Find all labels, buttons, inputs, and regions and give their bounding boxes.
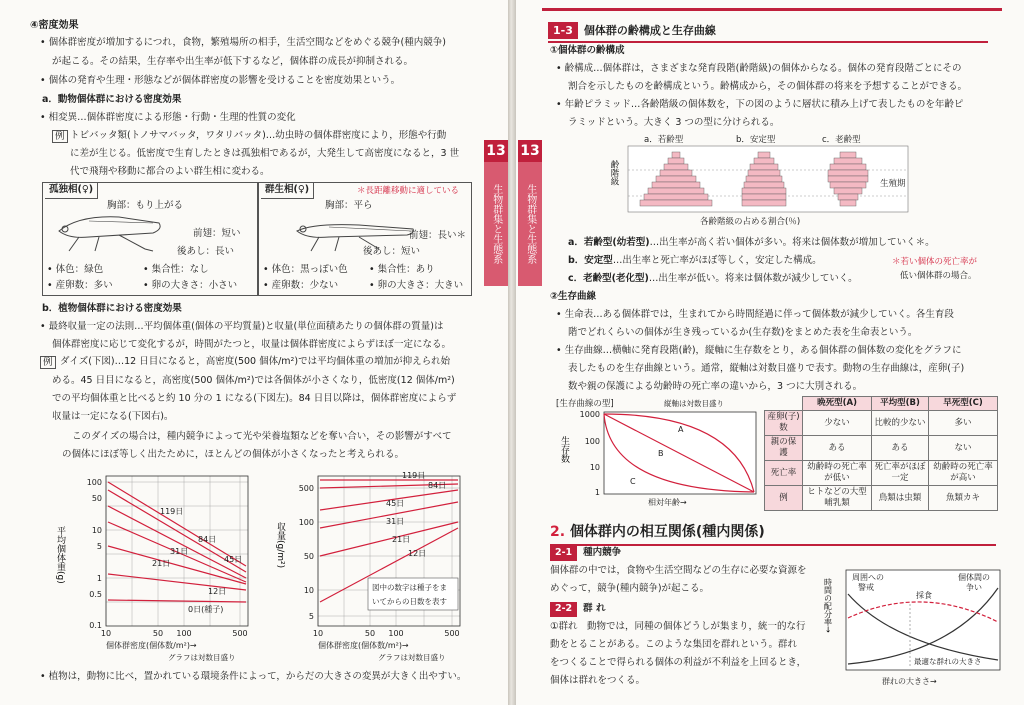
table-row: 死亡率 幼齢時の死亡率が低い 死亡率がほぼ一定 幼齢時の死亡率が高い [765,461,998,486]
graph-note: いてからの日数を表す [372,597,447,606]
text-line: での平均個体重と比べると約 10 分の 1 になる(下図左)。84 日目以降は，個体群密度によらず [52,393,457,404]
chapter-number: 13 [518,140,542,162]
y-tick: 0.5 [89,590,102,599]
text-line: に差が生じる。低密度で生育したときは孤独相であるが，大発生して高密度になると，3 世 [70,148,460,159]
x-tick: 500 [232,629,248,638]
curve-label: 争い [966,583,982,592]
y-tick: 0.1 [89,621,102,630]
sub-section: 2-2 群 れ [550,602,605,617]
y-tick: 1 [594,488,600,497]
chest-label: 胸部：もり上がる [107,200,184,211]
trait: • 卵の大きさ：小さい [143,280,238,291]
text-line: トビバッタ類(トノサマバッタ，ワタリバッタ)…幼虫時の個体群密度により，形態や行動 [70,130,447,141]
y-label: 生存数 [559,436,569,463]
text-line: 表したものを生存曲線という。通常，縦軸は対数目盛りで表す。動物の生存曲線は，産卵(子) [568,363,965,374]
series-label: 21日 [152,559,171,568]
leg-label: 後あし：長い [177,246,235,257]
curve-label: 個体間の [958,573,990,582]
wing-label: 前翅：短い [193,228,241,239]
text-line: • 最終収量一定の法則…平均個体重(個体の平均質量)と収量(単位面積あたりの個体群の質量)は [40,321,444,332]
repro-label: 生殖期 [880,179,906,189]
section-badge: 1-3 [548,22,578,39]
curve-label: C [630,477,636,486]
y-tick: 10 [91,526,102,535]
sub-heading: a．動物個体群における密度効果 [42,94,182,105]
leg-label: 後あし：短い [363,246,421,257]
curve-label: 採食 [916,591,932,600]
text-line: • 齢構成…個体群は，さまざまな発育段階(齢階級)の個体からなる。個体の発育段階ごとにその [556,63,962,74]
series-label: 12日 [408,549,427,558]
table-row: 産卵(子)数 少ない 比較的少ない 多い [765,411,998,436]
survival-curve-chart [554,396,766,508]
text-line: ラミッドという。大きく 3 つの型に分けられる。 [568,117,780,128]
y-tick: 1 [96,574,102,583]
table-row: 親の保護 ある ある ない [765,436,998,461]
x-tick: 50 [152,629,164,638]
herd-size-chart [822,564,1006,690]
text-line: めぐって，競争(種内競争)が起こる。 [550,583,710,594]
age-pyramid-figure [608,132,938,228]
section-header [548,22,988,43]
chapter-number: 13 [484,140,508,162]
x-label: 各齢階級の占める割合(％) [700,217,801,227]
series-label: 31日 [386,517,405,526]
x-tick: 10 [100,629,112,638]
series-label: 84日 [198,535,217,544]
x-tick: 100 [388,629,404,638]
y-tick: 5 [308,612,314,621]
x-label: 群れの大きさ→ [882,677,937,686]
chapter-tab: 生物群集と生態系 [518,162,542,286]
y-tick: 1000 [579,410,600,419]
curve-label: 警戒 [858,583,874,592]
y-label: 齢階級 [609,160,619,186]
series-label: 45日 [224,555,243,564]
text-line: • 年齢ピラミッド…各齢階級の個体数を，下の図のように層状に積み上げて表したものを年齢ピ [556,99,964,110]
text-line: 数や親の保護による幼齢時の死亡率の違いから，3 つに大別される。 [568,381,863,392]
series-label: 84日 [428,481,447,490]
text-line: が起こる。その結果，生存率や出生率が低下するなど，個体群の成長が抑制される。 [52,56,414,67]
text-line: • 植物は，動物に比べ，置かれている環境条件によって，からだの大きさの変異が大きく出やすい。 [40,671,467,682]
heading-text: 個体群内の相互関係(種内関係) [569,524,765,540]
text-line: • 生存曲線…横軸に発育段階(齢)，縦軸に生存数をとり，ある個体群の個体数の変化をグラフに [556,345,962,356]
yield-graph [274,466,474,666]
table-row: 例 ヒトなどの大型哺乳類 鳥類は虫類 魚類カキ [765,486,998,511]
sub-heading: ②生存曲線 [550,291,597,302]
pyramid-type: c．老齢型 [822,135,861,145]
chapter-tab: 生物群集と生態系 [484,162,508,286]
text-line: • 生命表…ある個体群では，生まれてから時間経過に伴って個体数が減少していく。各生育段 [556,309,954,320]
curve-label: 最適な群れの大きさ [914,657,982,666]
y-label: 平均個体重(g) [55,526,65,584]
type-item: c．老齢型(老化型)…出生率が低い。将来は個体数が減少していく。 [568,273,858,284]
caption: グラフは対数目盛り [378,653,446,662]
text-line: をつくることで得られる個体の利益が不利益を上回るとき， [550,657,807,668]
y-tick: 100 [298,518,314,527]
column-header: 晩死型(A) [803,397,872,411]
example-mark: 例 [40,356,56,369]
pyramid-type: a．若齢型 [644,135,684,145]
y-tick: 100 [86,478,102,487]
sub-heading: ①個体群の齢構成 [550,45,625,56]
gregarious-phase-box [258,182,472,296]
trait: • 卵の大きさ：大きい [369,280,464,291]
x-tick: 50 [364,629,376,638]
pyramid-type: b．安定型 [736,135,776,145]
table-header-row [765,397,998,411]
solitary-title: 孤独相(♀) [45,183,98,199]
trait: • 産卵数：少ない [263,280,339,291]
graph-note: 図中の数字は種子をま [372,583,447,592]
y-tick: 10 [303,586,314,595]
text-line: の個体にほぼ等しく出たために，ほとんどの個体が小さくなったと考えられる。 [62,449,405,460]
series-label: 119日 [160,507,184,516]
series-label: 12日 [208,587,227,596]
text-line: このダイズの場合は，種内競争によって光や栄養塩類などを奪い合い，その影響がすべて [72,431,452,442]
chest-label: 胸部：平ら [325,200,373,211]
page-gutter [508,0,516,705]
text-line: • 個体群密度が増加するにつれ，食物，繁殖場所の相手，生活空間などをめぐる競争(種内競争) [40,37,446,48]
text-line: 階でどれくらいの個体が生き残っているか(生存数)をまとめた表を生命表という。 [568,327,918,338]
text-line: 個体は群れをつくる。 [550,675,646,686]
y-tick: 50 [91,494,102,503]
footnote: ＊若い個体の死亡率が [892,257,978,267]
series-label: 21日 [392,535,411,544]
text-line: 動をとることがある。このような集団を群れという。群れ [550,639,798,650]
column-header: 平均型(B) [872,397,929,411]
series-label: 0日(種子) [188,605,224,614]
text-line: 割合を示したものを齢構成という。齢構成から，その個体群の将来を予想することができる。 [568,81,968,92]
x-label: 相対年齢→ [648,498,687,507]
gregarious-note: ＊長距離移動に適している [357,186,460,196]
caption: グラフは対数目盛り [168,653,236,662]
type-item: b．安定型…出生率と死亡率がほぼ等しく，安定した構成。 [568,255,822,266]
trait: • 体色：黒っぽい色 [263,264,348,275]
section-title: ④密度効果 [30,20,79,31]
chart-note: 縦軸は対数目盛り [664,399,724,408]
text-line: 個体群の中では，食物や生活空間などの生存に必要な資源を [550,565,807,576]
text-line: ①群れ 動物では，同種の個体どうしが集まり，統一的な行 [550,621,806,632]
y-tick: 50 [303,552,314,561]
right-page [516,0,1024,705]
curve-label: A [678,425,684,434]
chart-title: [生存曲線の型] [556,399,614,409]
x-tick: 500 [444,629,460,638]
trait: • 産卵数：多い [47,280,113,291]
mean-weight-graph [48,466,264,666]
y-tick: 100 [584,437,600,446]
curve-label: B [658,449,664,458]
wing-label: 前翅：長い＊ [409,230,467,241]
x-tick: 10 [312,629,324,638]
y-tick: 10 [589,463,600,472]
trait: • 集合性：なし [143,264,209,275]
heading-number: 2. [550,524,566,540]
trait: • 体色：緑色 [47,264,104,275]
text-line: める。45 日目になると，高密度(500 個体/m²)では各個体が小さくなり，低密度(12 個体/m²) [52,375,455,386]
text-line: 収量は一定になる(下図右)。 [52,411,174,422]
footnote: 低い個体群の場合。 [900,271,977,281]
x-label: 個体群密度(個体数/m²)→ [106,641,197,650]
text-line: • 相変異…個体群密度による形態・行動・生理的性質の変化 [40,112,296,123]
y-tick: 5 [96,542,102,551]
text-line: 個体群密度に応じて変化するが，時間がたつと，収量は個体群密度によらずほぼ一定になる。 [52,339,452,350]
text-line: 代で飛翔や移動に都合のよい群生相に変わる。 [70,166,270,177]
y-label: 時間の配分率→ [823,578,833,633]
survival-table [764,396,998,511]
x-tick: 100 [176,629,192,638]
left-page [0,0,508,705]
text-line: ダイズ(下図)…12 日目になると，高密度(500 個体/m²)では平均個体重の増加が抑えられ始 [60,356,451,367]
series-label: 31日 [170,547,189,556]
series-label: 119日 [402,471,426,480]
y-tick: 500 [298,484,314,493]
solitary-phase-box [42,182,258,296]
section-title: 個体群の齢構成と生存曲線 [583,24,716,37]
big-heading [550,522,996,546]
top-rule [542,8,1002,11]
sub-heading: b．植物個体群における密度効果 [42,303,182,314]
column-header: 早死型(C) [929,397,998,411]
gregarious-title: 群生相(♀) [261,183,314,199]
sub-section: 2-1 種内競争 [550,546,621,561]
curve-label: 周囲への [852,573,884,582]
series-label: 45日 [386,499,405,508]
y-label: 収量(g/m²) [275,522,285,569]
type-item: a．若齢型(幼若型)…出生率が高く若い個体が多い。将来は個体数が増加していく＊。 [568,237,935,248]
example-mark: 例 [52,130,68,143]
trait: • 集合性：あり [369,264,435,275]
x-label: 個体群密度(個体数/m²)→ [318,641,409,650]
text-line: • 個体の発育や生理・形態などが個体群密度の影響を受けることを密度効果という。 [40,75,401,86]
